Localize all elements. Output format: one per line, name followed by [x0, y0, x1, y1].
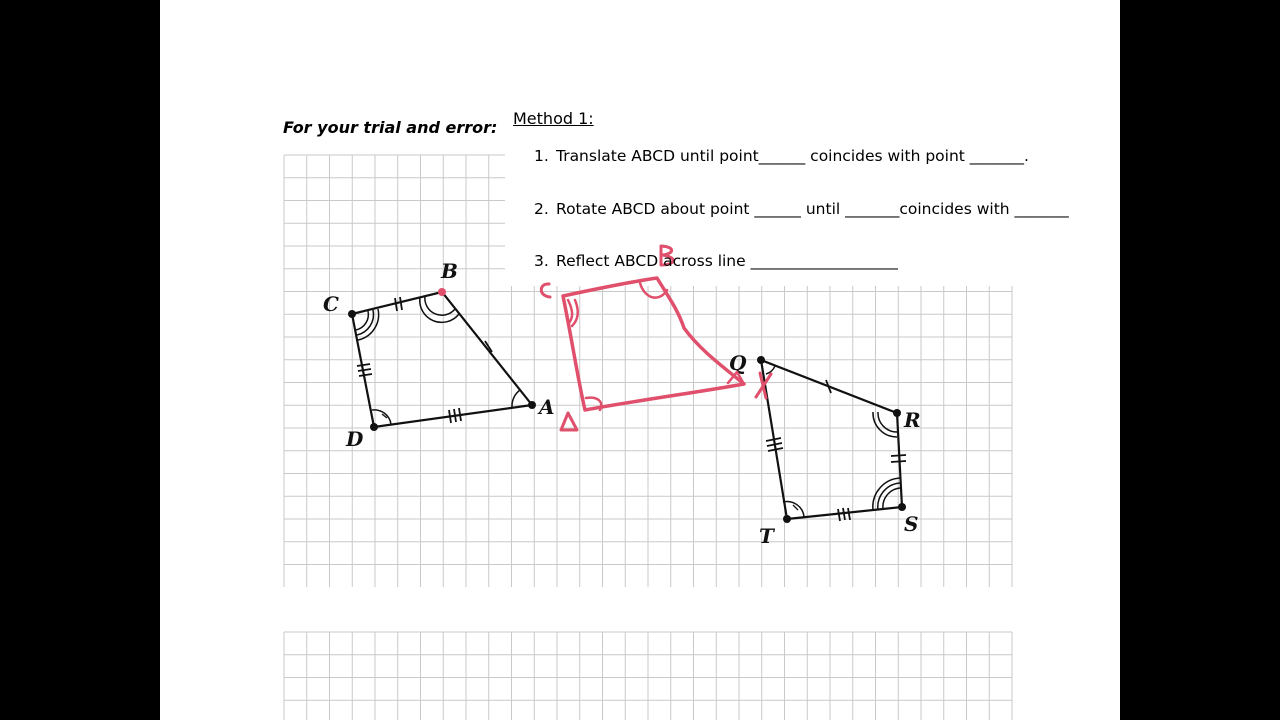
red-letter-d	[561, 413, 577, 430]
angle-r-2	[873, 412, 897, 437]
step-2	[534, 200, 1069, 218]
tick-bc	[395, 297, 402, 311]
step-1-number: 1.	[534, 147, 549, 165]
angle-s-1	[883, 488, 900, 509]
label-s: S	[904, 512, 919, 536]
label-c: C	[323, 292, 339, 316]
label-a: A	[539, 395, 555, 419]
trial-heading: For your trial and error:	[283, 118, 498, 137]
angle-a	[512, 390, 520, 407]
method-title: Method 1:	[513, 109, 594, 128]
step-2-text: Rotate ABCD about point ______ until _______coincides with _______	[556, 200, 1069, 218]
step-2-number: 2.	[534, 200, 549, 218]
qrst-vertices	[757, 356, 906, 523]
angle-b-1	[425, 296, 455, 315]
graph-paper-bottom	[284, 632, 1012, 720]
tick-tq	[766, 438, 783, 451]
step-3-number: 3.	[534, 252, 549, 270]
angle-s-3	[873, 478, 900, 510]
label-d: D	[346, 427, 364, 451]
step-1	[534, 147, 1029, 165]
label-t: T	[759, 524, 774, 548]
step-1-text: Translate ABCD until point______ coincides with point _______.	[556, 147, 1029, 165]
step-3-text: Reflect ABCD across line ___________________	[556, 252, 898, 270]
quadrilateral-qrst	[761, 360, 906, 521]
label-q: Q	[729, 351, 747, 375]
label-b: B	[441, 259, 458, 283]
step-3	[534, 252, 898, 270]
label-r: R	[904, 408, 921, 432]
red-angle-c	[568, 300, 578, 326]
